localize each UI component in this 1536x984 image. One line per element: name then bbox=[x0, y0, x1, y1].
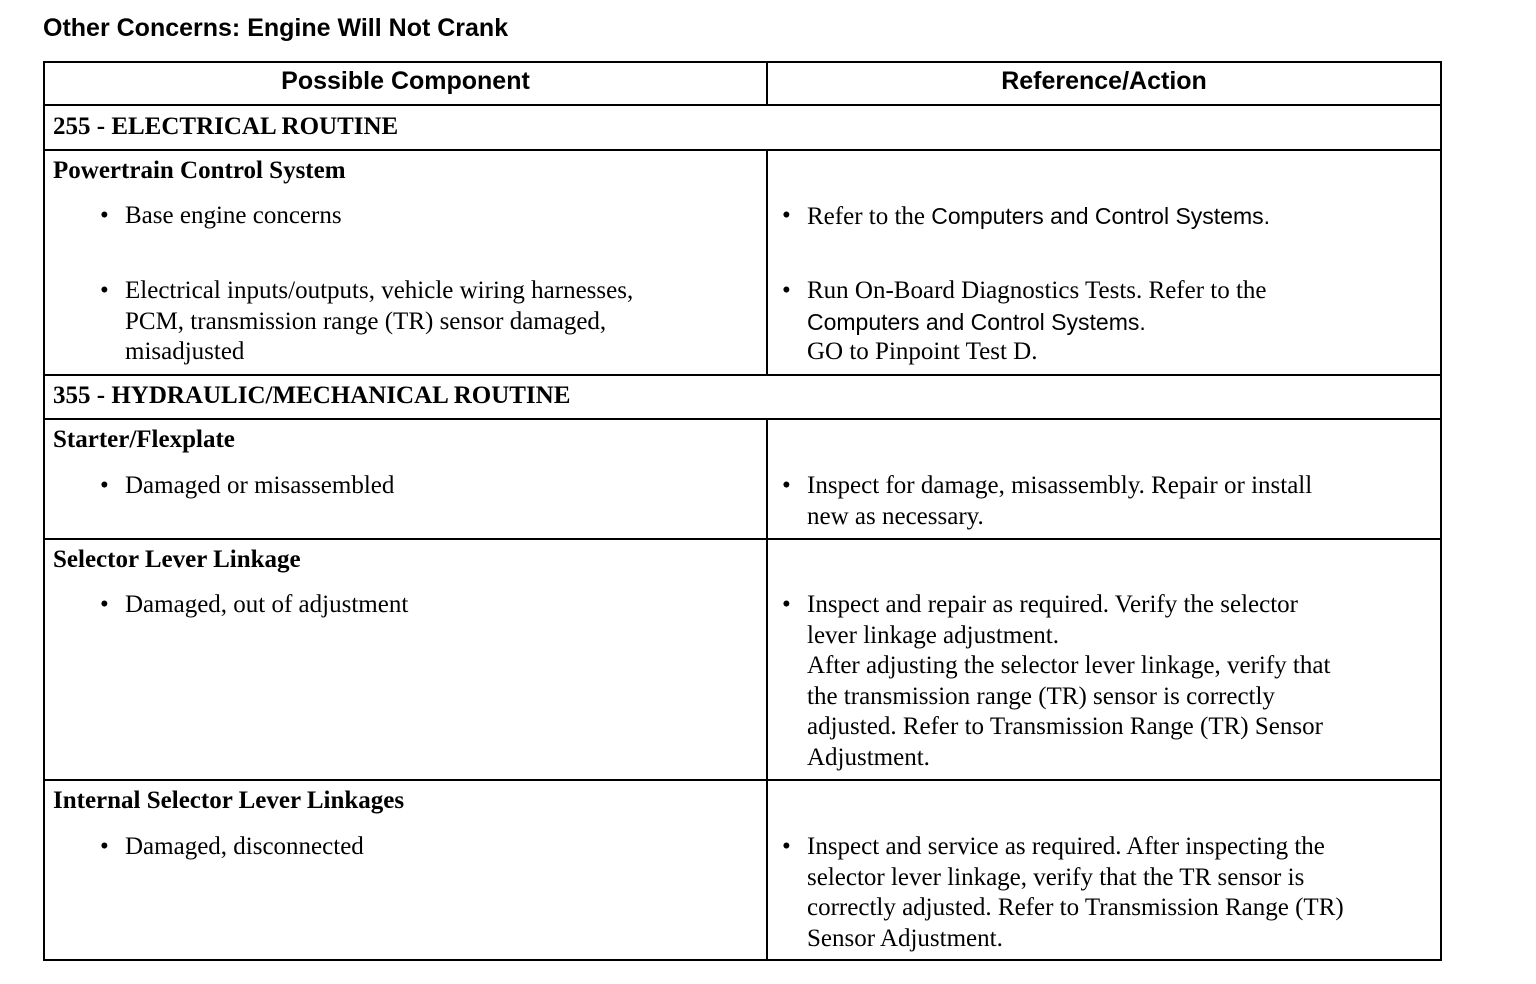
bullet-icon: • bbox=[782, 833, 791, 860]
component-item-selector bbox=[100, 590, 750, 621]
action-item-electrical-io bbox=[782, 276, 1432, 368]
action-item-internal bbox=[782, 832, 1437, 954]
component-text: Damaged or misassembled bbox=[125, 472, 395, 499]
reference-link-computers-control[interactable]: Computers and Control Systems. bbox=[931, 203, 1271, 229]
row-divider bbox=[45, 104, 1440, 106]
bullet-icon: • bbox=[782, 472, 791, 499]
component-title-internal-selector: Internal Selector Lever Linkages bbox=[53, 787, 405, 814]
text-line: Inspect and repair as required. Verify the selector bbox=[807, 591, 1298, 618]
text-line: misadjusted bbox=[125, 338, 245, 365]
action-text bbox=[807, 201, 1432, 233]
header-reference-action: Reference/Action bbox=[1001, 67, 1207, 95]
section-hydraulic-mechanical-routine: 355 - HYDRAULIC/MECHANICAL ROUTINE bbox=[53, 382, 571, 409]
bullet-icon: • bbox=[782, 277, 791, 304]
component-text: Base engine concerns bbox=[125, 202, 342, 229]
component-item-starter bbox=[100, 471, 750, 502]
pinpoint-test-link[interactable]: GO to Pinpoint Test D. bbox=[807, 338, 1038, 365]
text-line: selector lever linkage, verify that the TR sensor is bbox=[807, 863, 1305, 891]
bullet-icon: • bbox=[100, 472, 109, 499]
action-item-selector bbox=[782, 590, 1437, 773]
text-line: lever linkage adjustment. bbox=[807, 621, 1060, 649]
row-divider bbox=[45, 779, 1440, 781]
action-text-part: Refer to the bbox=[807, 203, 932, 230]
action-text bbox=[807, 276, 1432, 368]
header-possible-component: Possible Component bbox=[281, 67, 530, 95]
text-line: new as necessary. bbox=[807, 502, 984, 530]
reference-link-computers-control[interactable]: Computers and Control Systems. bbox=[807, 308, 1146, 335]
text-line: the transmission range (TR) sensor is correctly bbox=[807, 682, 1275, 710]
component-item-base-engine bbox=[100, 201, 750, 232]
text-line: Sensor Adjustment. bbox=[807, 924, 1003, 952]
bullet-icon: • bbox=[100, 202, 109, 229]
action-text bbox=[807, 590, 1437, 773]
component-text: Damaged, out of adjustment bbox=[125, 591, 409, 618]
text-line: PCM, transmission range (TR) sensor damaged, bbox=[125, 307, 607, 335]
text-line: Adjustment. bbox=[807, 743, 930, 771]
diagnostic-table bbox=[43, 61, 1442, 961]
component-text bbox=[125, 276, 760, 368]
column-divider bbox=[766, 150, 768, 375]
bullet-icon: • bbox=[782, 202, 791, 229]
action-item-starter bbox=[782, 471, 1437, 532]
column-divider bbox=[766, 419, 768, 961]
component-text: Damaged, disconnected bbox=[125, 833, 364, 860]
component-title-selector-lever-linkage: Selector Lever Linkage bbox=[53, 546, 301, 573]
component-item-internal bbox=[100, 832, 750, 863]
text-line: Inspect and service as required. After inspecting the bbox=[807, 833, 1325, 860]
text-line: Run On-Board Diagnostics Tests. Refer to the bbox=[807, 277, 1267, 304]
action-text bbox=[807, 471, 1437, 532]
text-line: Inspect for damage, misassembly. Repair or install bbox=[807, 472, 1313, 499]
bullet-icon: • bbox=[100, 833, 109, 860]
component-item-electrical-io bbox=[100, 276, 760, 368]
text-line: adjusted. Refer to Transmission Range (TR) Sensor bbox=[807, 713, 1323, 740]
row-divider bbox=[45, 538, 1440, 540]
bullet-icon: • bbox=[782, 591, 791, 618]
row-divider bbox=[45, 149, 1440, 151]
text-line: correctly adjusted. Refer to Transmission Range (TR) bbox=[807, 894, 1344, 921]
row-divider bbox=[45, 374, 1440, 376]
action-text bbox=[807, 832, 1437, 954]
row-divider bbox=[45, 418, 1440, 420]
text-line: After adjusting the selector lever linkage, verify that bbox=[807, 652, 1331, 679]
text-line: Electrical inputs/outputs, vehicle wiring harnesses, bbox=[125, 277, 634, 304]
component-title-powertrain: Powertrain Control System bbox=[53, 157, 346, 184]
bullet-icon: • bbox=[100, 591, 109, 618]
bullet-icon: • bbox=[100, 277, 109, 304]
section-electrical-routine: 255 - ELECTRICAL ROUTINE bbox=[53, 113, 399, 140]
component-title-starter-flexplate: Starter/Flexplate bbox=[53, 426, 235, 453]
action-item-base-engine bbox=[782, 201, 1432, 233]
page-title: Other Concerns: Engine Will Not Crank bbox=[43, 14, 509, 42]
